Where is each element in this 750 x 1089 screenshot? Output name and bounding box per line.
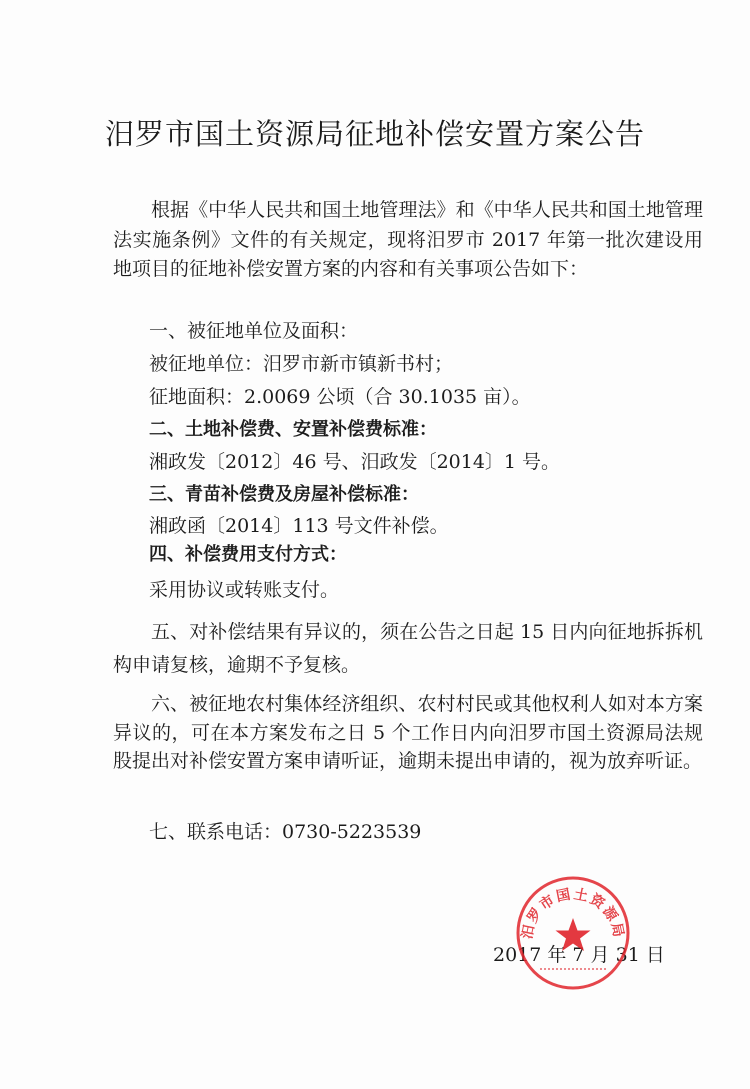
document-title: 汨罗市国土资源局征地补偿安置方案公告 — [104, 117, 645, 151]
seal-star-icon — [556, 918, 591, 951]
expropriated-area: 征地面积：2.0069 公顷（合 30.1035 亩）。 — [149, 386, 531, 408]
issue-date: 2017 年 7 月 31 日 — [493, 944, 665, 966]
section-4-heading: 四、补偿费用支付方式： — [149, 544, 347, 565]
section-4-text: 采用协议或转账支付。 — [149, 579, 340, 601]
section-3-text: 湘政函〔2014〕113 号文件补偿。 — [149, 515, 449, 537]
section-2-heading: 二、土地补偿费、安置补偿费标准： — [149, 419, 437, 440]
section-2-text: 湘政发〔2012〕46 号、汨政发〔2014〕1 号。 — [149, 451, 561, 473]
contact-phone: 七、联系电话：0730-5223539 — [149, 821, 422, 843]
section-1-heading: 一、被征地单位及面积： — [149, 320, 359, 342]
intro-paragraph: 根据《中华人民共和国土地管理法》和《中华人民共和国土地管理法实施条例》文件的有关规定，现将汨罗市 2017 年第一批次建设用地项目的征地补偿安置方案的内容和有关事项公告如下： — [113, 199, 703, 280]
seal-text: 汨罗市国土资源局 — [519, 886, 627, 941]
official-seal-icon — [514, 874, 632, 992]
section-5-paragraph: 五、对补偿结果有异议的，须在公告之日起 15 日内向征地拆拆机构申请复核，逾期不予复核。 — [113, 621, 703, 676]
section-6-paragraph: 六、被征地农村集体经济组织、农村村民或其他权利人如对本方案异议的，可在本方案发布之日 5 个工作日内向汨罗市国土资源局法规股提出对补偿安置方案申请听证，逾期未提出申请的，视为放弃听证。 — [113, 693, 703, 772]
expropriated-unit: 被征地单位：汨罗市新市镇新书村； — [149, 353, 454, 375]
section-3-heading: 三、青苗补偿费及房屋补偿标准： — [149, 484, 419, 505]
